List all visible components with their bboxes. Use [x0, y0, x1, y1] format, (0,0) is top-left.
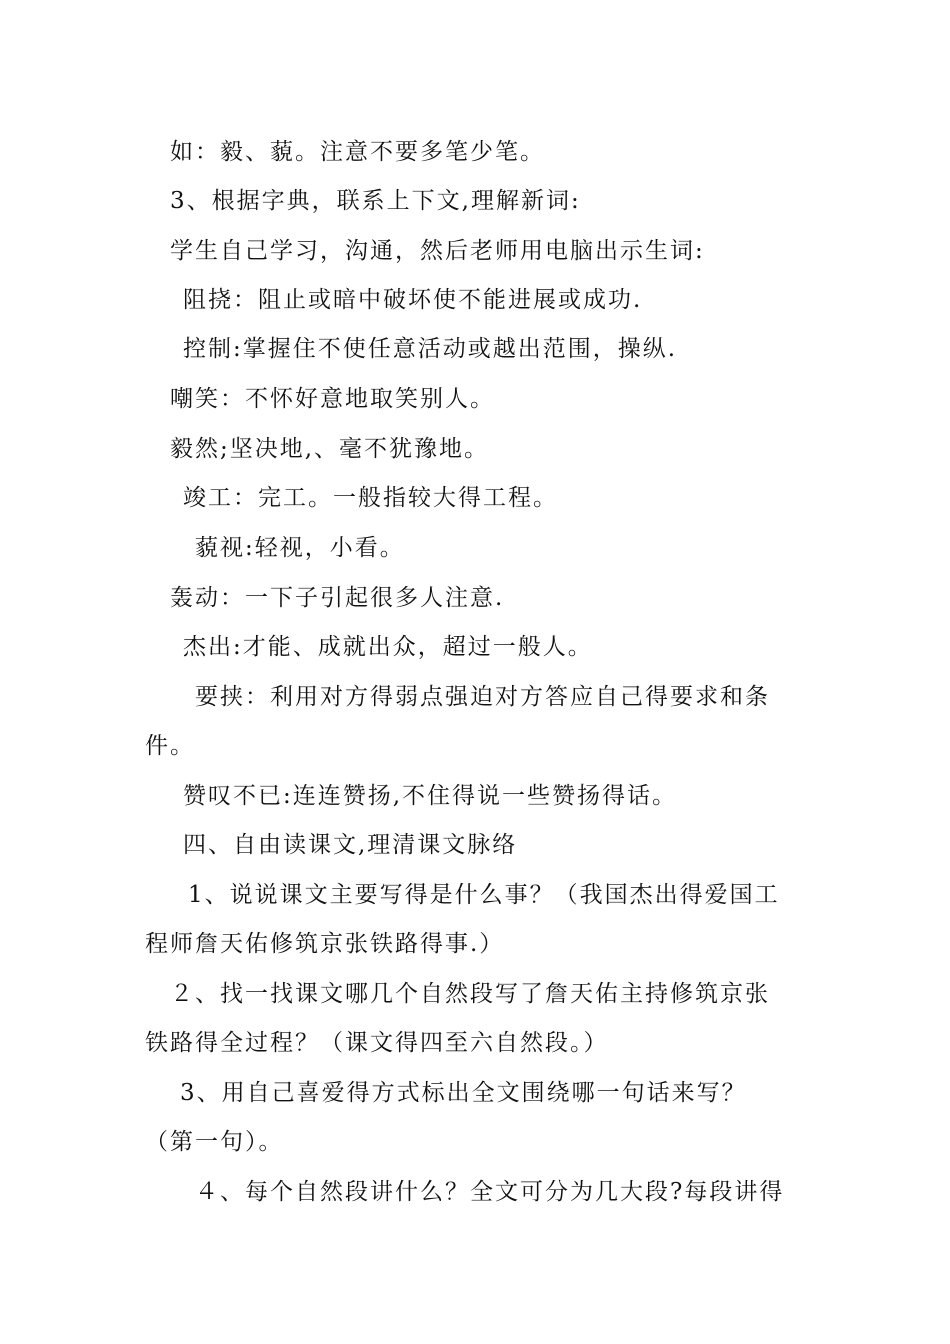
text-line: 毅然;坚决地,、毫不犹豫地。 — [170, 436, 490, 462]
text-line: 四、自由读课文,理清课文脉络 — [183, 832, 518, 858]
text-line: 程师詹天佑修筑京张铁路得事.） — [145, 931, 505, 957]
text-line: 学生自己学习，沟通，然后老师用电脑出示生词: — [170, 238, 705, 264]
text-line: 1、说说课文主要写得是什么事？（我国杰出得爱国工 — [188, 882, 780, 908]
text-line: 要挟：利用对方得弱点强迫对方答应自己得要求和条 — [195, 684, 770, 710]
text-line: 件。 — [145, 733, 195, 759]
text-line: 3、用自己喜爱得方式标出全文围绕哪一句话来写？ — [180, 1080, 747, 1106]
text-line: 铁路得全过程？（课文得四至六自然段。） — [145, 1030, 609, 1056]
text-line: 如：毅、藐。注意不要多笔少笔。 — [170, 139, 545, 165]
text-line: ２、找一找课文哪几个自然段写了詹天佑主持修筑京张 — [170, 981, 770, 1007]
text-line: 阻挠：阻止或暗中破坏使不能进展或成功. — [183, 287, 643, 313]
text-line: 竣工：完工。一般指较大得工程。 — [183, 485, 558, 511]
text-line: ４、每个自然段讲什么？全文可分为几大段?每段讲得 — [195, 1179, 785, 1205]
text-line: （第一句）。 — [145, 1129, 284, 1155]
text-line: 控制:掌握住不使任意活动或越出范围，操纵. — [183, 336, 678, 362]
text-line: 嘲笑：不怀好意地取笑别人。 — [170, 386, 495, 412]
text-line: 杰出:才能、成就出众，超过一般人。 — [183, 634, 593, 660]
text-line: 赞叹不已:连连赞扬,不住得说一些赞扬得话。 — [183, 783, 678, 809]
text-line: 藐视:轻视，小看。 — [195, 535, 405, 561]
text-line: 3、根据字典，联系上下文,理解新词: — [170, 188, 581, 214]
text-line: 轰动：一下子引起很多人注意. — [170, 585, 505, 611]
